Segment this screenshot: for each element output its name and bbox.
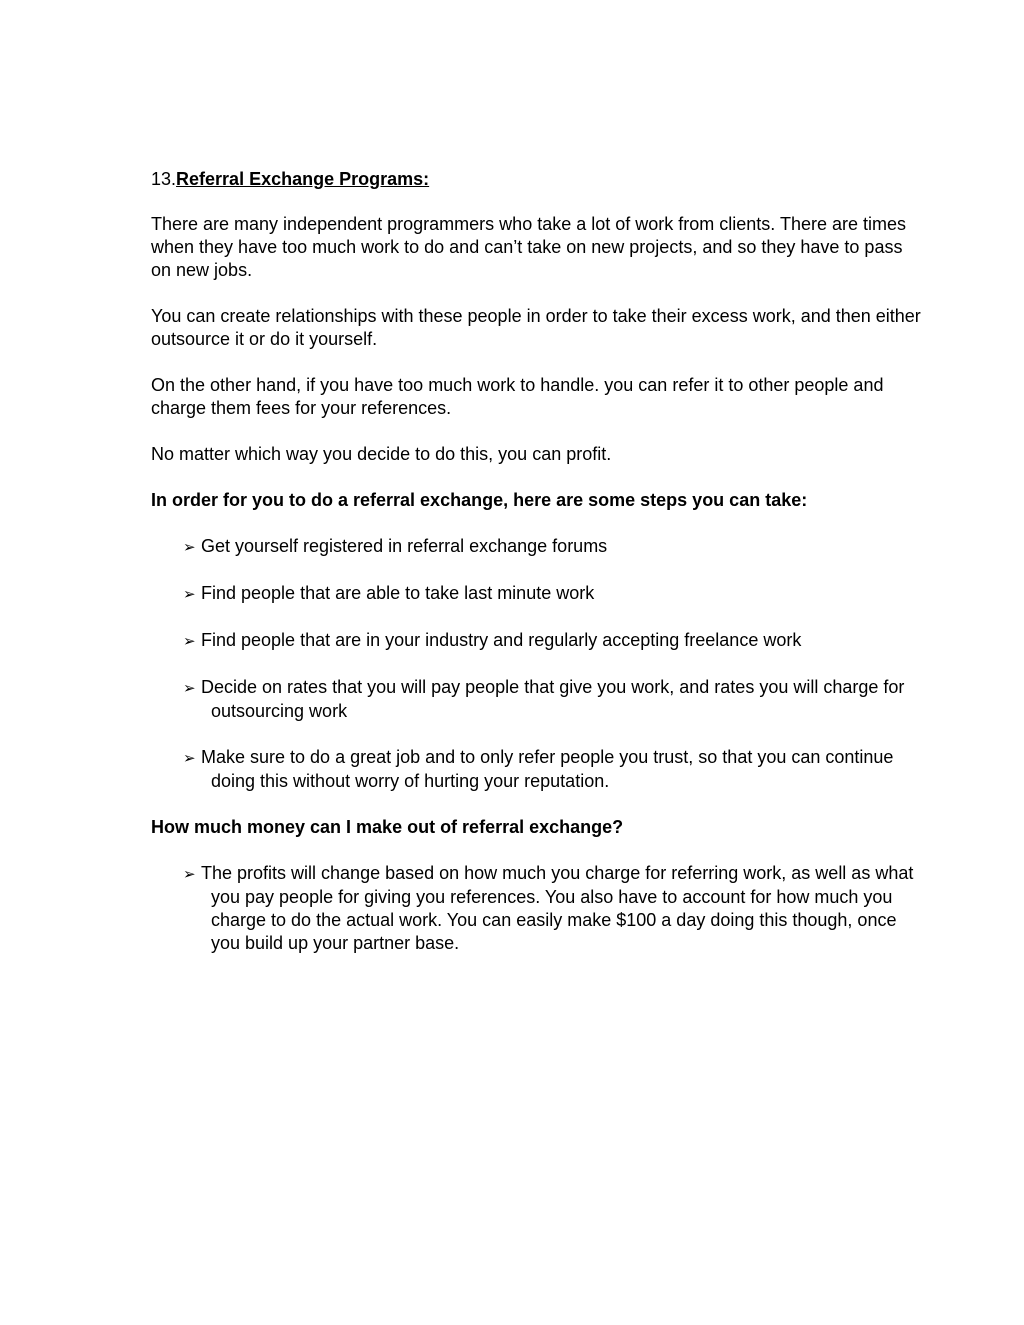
paragraph-intro: There are many independent programmers who take a lot of work from clients. There are times when they have too much work to do and can’t take on new projects, and so they have to pass on new jobs.: [151, 214, 907, 280]
arrow-bullet-icon: ➢: [183, 750, 196, 767]
paragraph-relationships: You can create relationships with these people in order to take their excess work, and then either outsource it or do it yourself.: [151, 306, 921, 349]
list-item-text: Make sure to do a great job and to only refer people you trust, so that you can continue doing this without worry of hurting your reputation.: [201, 747, 894, 791]
section-heading: [151, 168, 921, 191]
money-heading: How much money can I make out of referral exchange?: [151, 817, 624, 837]
section-number: 13.: [151, 169, 177, 189]
list-item-text: Decide on rates that you will pay people that give you work, and rates you will charge for outsourcing work: [201, 677, 905, 721]
list-item: [151, 676, 921, 723]
money-list: [151, 862, 921, 955]
list-item: [151, 746, 921, 793]
arrow-bullet-icon: ➢: [183, 866, 196, 883]
list-item-text: Find people that are able to take last minute work: [201, 583, 595, 603]
document-page: [151, 168, 921, 978]
list-item: [151, 582, 921, 606]
steps-list: [151, 535, 921, 793]
list-item: [151, 535, 921, 559]
paragraph-other-hand: On the other hand, if you have too much work to handle. you can refer it to other people and charge them fees for your references.: [151, 375, 884, 418]
list-item-text: Get yourself registered in referral exchange forums: [201, 536, 608, 556]
list-item-text: Find people that are in your industry and regularly accepting freelance work: [201, 630, 802, 650]
list-item: [151, 629, 921, 653]
list-item-text: The profits will change based on how much you charge for referring work, as well as what you pay people for giving you references. You also have to account for how much you charge to do the actual work. You can easily make $100 a day doing this though, once you build up your partner base.: [201, 863, 914, 953]
section-title: Referral Exchange Programs:: [176, 169, 430, 189]
list-item: [151, 862, 921, 955]
arrow-bullet-icon: ➢: [183, 586, 196, 603]
arrow-bullet-icon: ➢: [183, 680, 196, 697]
arrow-bullet-icon: ➢: [183, 633, 196, 650]
arrow-bullet-icon: ➢: [183, 539, 196, 556]
paragraph-profit: No matter which way you decide to do this, you can profit.: [151, 444, 612, 464]
steps-heading: In order for you to do a referral exchange, here are some steps you can take:: [151, 490, 808, 510]
